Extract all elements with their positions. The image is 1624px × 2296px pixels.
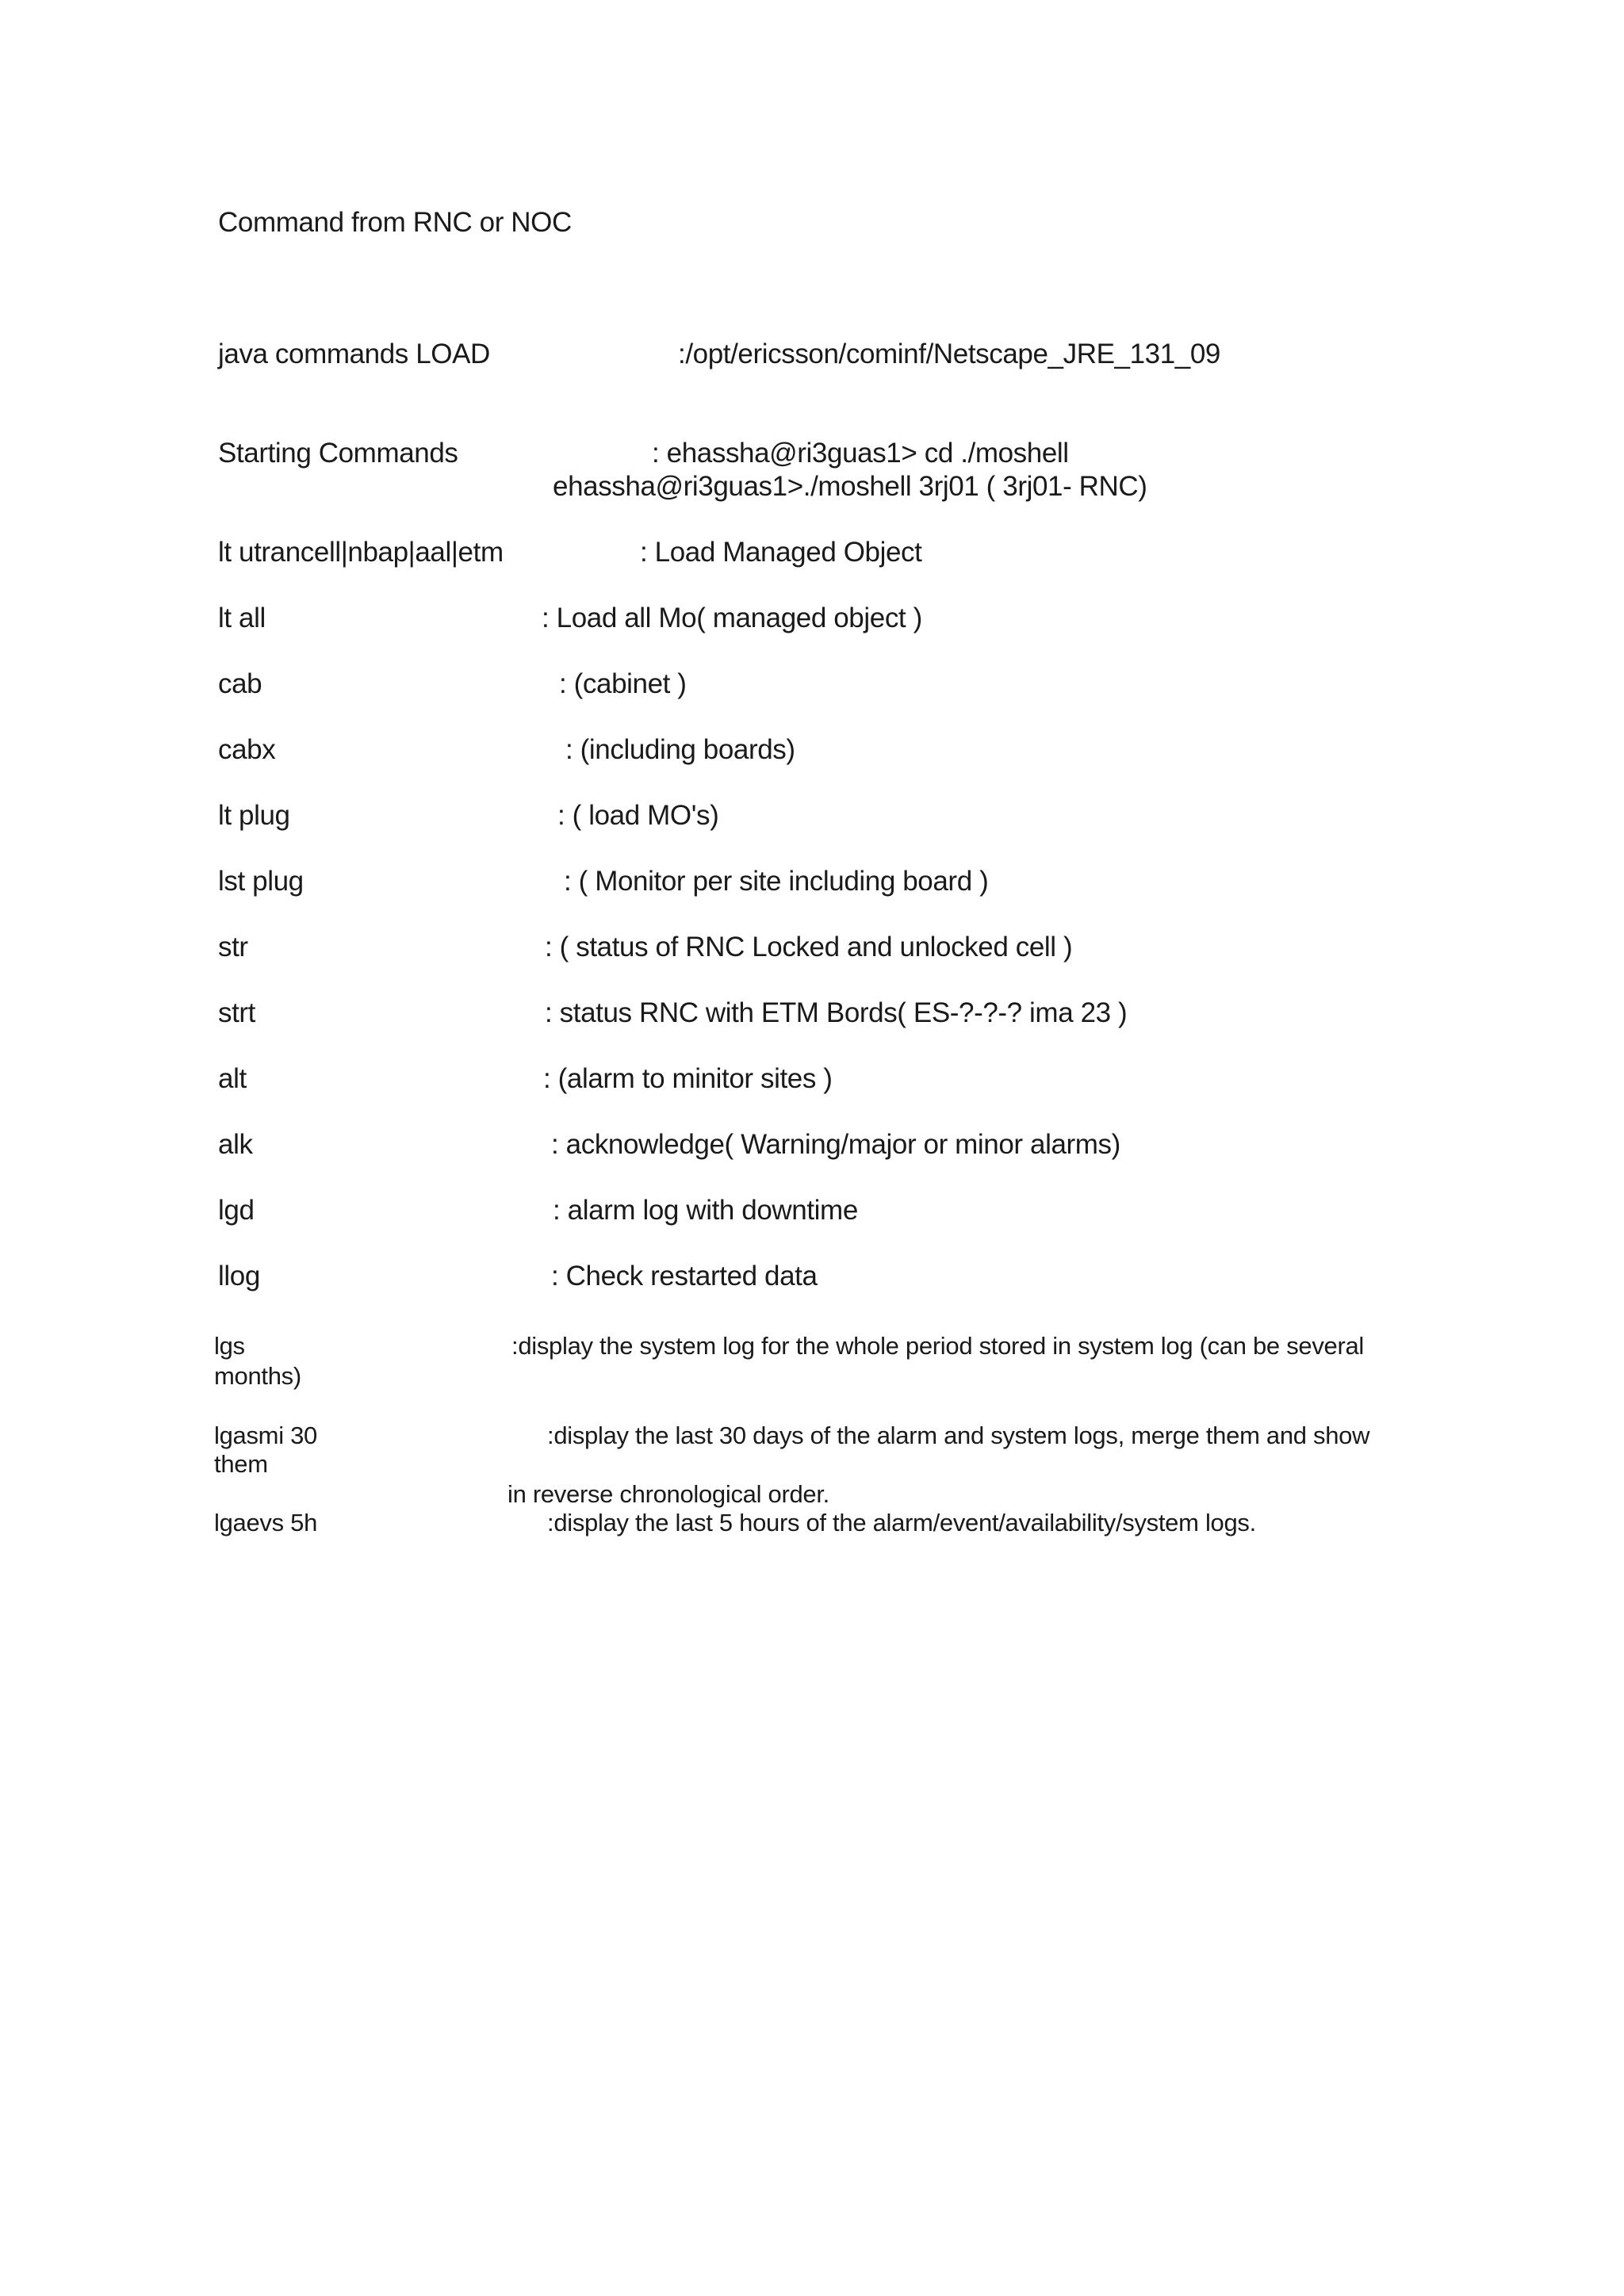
command-name: lt utrancell|nbap|aal|etm [218, 537, 504, 568]
log-command-name: lgs [214, 1332, 245, 1360]
command-name: lt all [218, 603, 266, 633]
command-name: llog [218, 1261, 260, 1292]
command-description: : Load all Mo( managed object ) [542, 603, 922, 633]
log-command-continuation: them [214, 1450, 268, 1478]
java-path: :/opt/ericsson/cominf/Netscape_JRE_131_09 [678, 339, 1220, 369]
starting-line-2: ehassha@ri3guas1>./moshell 3rj01 ( 3rj01- RNC) [553, 471, 1147, 502]
command-name: alt [218, 1063, 247, 1094]
command-description: : (alarm to minitor sites ) [543, 1063, 833, 1094]
command-description: : acknowledge( Warning/major or minor alarms) [551, 1129, 1120, 1160]
command-description: : (cabinet ) [559, 668, 687, 699]
command-name: cab [218, 668, 262, 699]
starting-label: Starting Commands [218, 438, 458, 469]
log-command-description: :display the last 30 days of the alarm and system logs, merge them and show [547, 1422, 1370, 1449]
command-name: cabx [218, 734, 276, 765]
command-description: : ( status of RNC Locked and unlocked cell ) [545, 932, 1073, 962]
starting-line-1: : ehassha@ri3guas1> cd ./moshell [652, 438, 1069, 469]
command-name: lt plug [218, 800, 290, 831]
document-title: Command from RNC or NOC [218, 207, 572, 238]
command-description: : (including boards) [565, 734, 795, 765]
log-command-name: lgasmi 30 [214, 1422, 317, 1449]
command-description: : Load Managed Object [640, 537, 922, 568]
log-command-description: :display the last 5 hours of the alarm/event/availability/system logs. [547, 1509, 1256, 1536]
command-description: : status RNC with ETM Bords( ES-?-?-? ima 23 ) [545, 997, 1128, 1028]
command-name: strt [218, 997, 256, 1028]
command-description: : Check restarted data [551, 1261, 818, 1292]
log-command-continuation: months) [214, 1362, 301, 1390]
command-name: alk [218, 1129, 253, 1160]
command-name: str [218, 932, 248, 962]
command-description: : alarm log with downtime [553, 1195, 858, 1226]
command-name: lgd [218, 1195, 255, 1226]
log-command-description: :display the system log for the whole period stored in system log (can be several [511, 1332, 1365, 1360]
log-command-continuation: in reverse chronological order. [508, 1480, 829, 1508]
java-label: java commands LOAD [218, 339, 490, 369]
command-description: : ( Monitor per site including board ) [564, 866, 989, 897]
command-description: : ( load MO's) [557, 800, 719, 831]
log-command-name: lgaevs 5h [214, 1509, 318, 1536]
command-name: lst plug [218, 866, 304, 897]
